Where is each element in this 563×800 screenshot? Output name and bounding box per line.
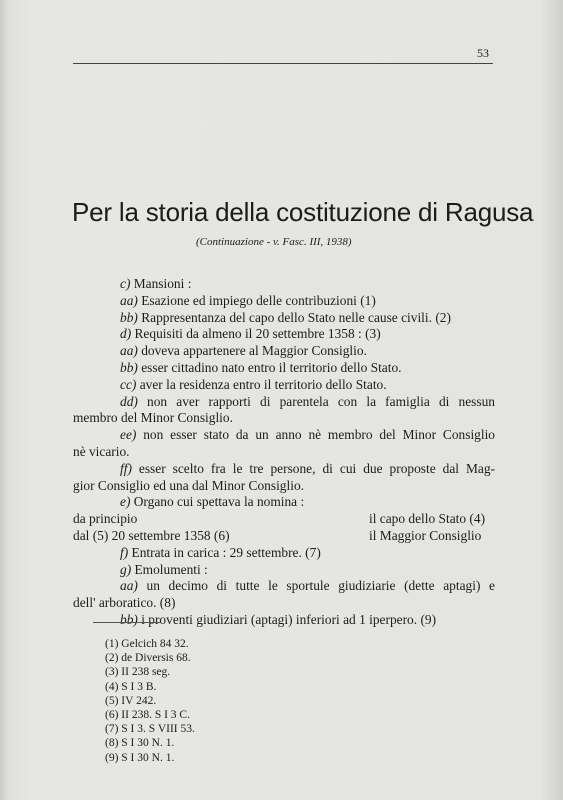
footnote: (6) II 238. S I 3 C. xyxy=(105,709,190,722)
item-marker: c) xyxy=(120,276,131,291)
footnote: (3) II 238 seg. xyxy=(105,666,171,679)
item-marker: ff) xyxy=(120,460,132,476)
line-text: Requisiti da almeno il 20 settembre 1358 : (3) xyxy=(131,326,381,342)
item-marker: aa) xyxy=(120,578,138,594)
line-text: non esser stato da un anno nè membro del Minor Consiglio xyxy=(136,427,495,443)
text-line xyxy=(73,343,495,360)
line-text: Organo cui spettava la nomina : xyxy=(130,494,305,510)
footnote: (9) S I 30 N. 1. xyxy=(105,751,175,764)
row-left: da principio xyxy=(73,511,138,527)
line-text: Rappresentanza del capo dello Stato nelle cause civili. (2) xyxy=(137,309,451,325)
line-text: un decimo di tutte le sportule giudiziarie (dette aptagi) e xyxy=(137,578,495,594)
text-line xyxy=(73,562,495,579)
item-marker: f) xyxy=(120,544,129,560)
footnote: (2) de Diversis 68. xyxy=(105,652,191,665)
text-line xyxy=(73,410,495,427)
footnote: (4) S I 3 B. xyxy=(105,680,157,693)
line-text: aver la residenza entro il territorio dello Stato. xyxy=(136,376,387,392)
text-line xyxy=(73,276,495,293)
line-text: esser scelto fra le tre persone, di cui due proposte dal Mag- xyxy=(131,460,495,476)
two-column-row xyxy=(73,528,495,545)
line-text: Emolumenti : xyxy=(131,561,208,577)
line-text: membro del Minor Consiglio. xyxy=(73,410,233,426)
line-text: Esazione ed impiego delle contribuzioni (1) xyxy=(137,292,376,308)
text-line xyxy=(73,360,495,377)
row-left: dal (5) 20 settembre 1358 (6) xyxy=(73,527,230,543)
text-line xyxy=(73,494,495,511)
item-marker: bb) xyxy=(120,359,138,375)
text-line xyxy=(73,545,495,562)
text-line xyxy=(73,310,495,327)
line-text: non aver rapporti di parentela con la famiglia di nessun xyxy=(137,393,495,409)
two-column-row xyxy=(73,511,495,528)
footnote-rule xyxy=(93,622,161,623)
text-line xyxy=(73,444,495,461)
line-text: Entrata in carica : 29 settembre. (7) xyxy=(128,544,321,560)
footnote: (5) IV 242. xyxy=(105,694,157,707)
footnote: (7) S I 3. S VIII 53. xyxy=(105,723,195,736)
item-marker: d) xyxy=(120,326,132,342)
row-right: il capo dello Stato (4) xyxy=(369,511,486,527)
body-text xyxy=(73,276,495,629)
text-line xyxy=(73,377,495,394)
text-line xyxy=(73,461,495,478)
footnote: (8) S I 30 N. 1. xyxy=(105,737,175,750)
footnotes xyxy=(105,637,195,765)
text-line xyxy=(73,578,495,595)
line-text: nè vicario. xyxy=(73,443,130,459)
item-marker: dd) xyxy=(120,393,138,409)
line-text: Mansioni : xyxy=(130,276,192,291)
line-text: doveva appartenere al Maggior Consiglio. xyxy=(137,343,367,359)
item-marker: bb) xyxy=(120,309,138,325)
text-line xyxy=(73,326,495,343)
item-marker: aa) xyxy=(120,343,138,359)
row-right: il Maggior Consiglio xyxy=(369,527,482,543)
line-text: dell' arboratico. (8) xyxy=(73,595,176,611)
line-text: i proventi giudiziari (aptagi) inferiori ad 1 iperpero. (9) xyxy=(137,611,437,627)
text-line xyxy=(73,612,495,629)
item-marker: e) xyxy=(120,494,131,510)
text-line xyxy=(73,478,495,495)
item-marker: ee) xyxy=(120,427,137,443)
item-marker: g) xyxy=(120,561,132,577)
article-title: Per la storia della costituzione di Ragusa xyxy=(72,197,534,227)
line-text: esser cittadino nato entro il territorio dello Stato. xyxy=(137,359,402,375)
item-marker: bb) xyxy=(120,611,138,627)
text-line xyxy=(73,394,495,411)
page-number: 53 xyxy=(477,46,489,60)
text-line xyxy=(73,293,495,310)
line-text: gior Consiglio ed una dal Minor Consiglio. xyxy=(73,477,304,493)
item-marker: aa) xyxy=(120,292,138,308)
text-line xyxy=(73,427,495,444)
text-line xyxy=(73,595,495,612)
article-subtitle: (Continuazione - v. Fasc. III, 1938) xyxy=(196,236,352,248)
item-marker: cc) xyxy=(120,376,137,392)
footnote: (1) Gelcich 84 32. xyxy=(105,638,189,650)
header-rule xyxy=(73,63,493,64)
